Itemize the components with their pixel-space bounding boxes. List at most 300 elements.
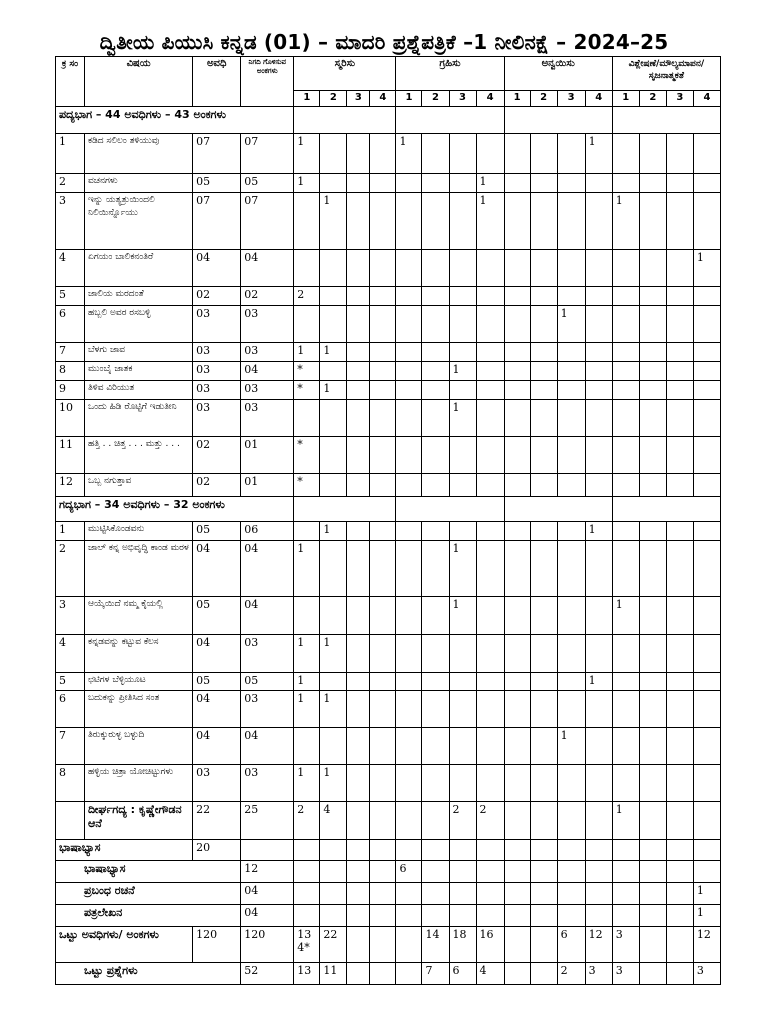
level-cell — [320, 287, 347, 306]
level-cell — [370, 861, 396, 883]
level-cell — [422, 381, 449, 400]
level-cell — [504, 287, 530, 306]
level-cell — [476, 883, 504, 905]
table-row — [56, 691, 721, 728]
level-cell — [693, 861, 720, 883]
level-cell — [320, 400, 347, 437]
level-cell — [422, 802, 449, 840]
level-cell — [370, 728, 396, 765]
level-cell: 1 — [294, 635, 320, 673]
level-cell — [476, 522, 504, 541]
level-cell — [396, 474, 422, 497]
level-cell — [347, 635, 370, 673]
level-cell — [294, 400, 320, 437]
table-row — [56, 597, 721, 635]
table-row — [56, 306, 721, 343]
lesson-periods: 05 — [193, 597, 241, 635]
lesson-marks: 03 — [241, 381, 294, 400]
level-cell — [320, 905, 347, 927]
lesson-name: ಜಾಲ್ ಕನ್ನ ಅಭಿವೃದ್ಧಿ ಕಾಂಡ ಮರಳ — [85, 541, 193, 597]
level-cell — [530, 541, 557, 597]
lesson-name: ಕಡಿದ ಸಲಿಲಂ ತಳಿಯುವು — [85, 134, 193, 174]
table-row — [56, 174, 721, 193]
lesson-marks: 05 — [241, 174, 294, 193]
level-cell — [585, 861, 612, 883]
level-cell — [396, 541, 422, 597]
level-cell — [449, 474, 476, 497]
level-cell — [370, 840, 396, 861]
level-cell — [449, 861, 476, 883]
level-cell — [476, 250, 504, 287]
header-periods: ಅವಧಿ — [193, 57, 241, 107]
lesson-number: 6 — [56, 306, 85, 343]
level-cell — [557, 541, 585, 597]
level-cell: 1 — [320, 691, 347, 728]
lesson-number: 5 — [56, 673, 85, 691]
total-marks: 120 — [241, 927, 294, 963]
level-cell — [370, 437, 396, 474]
level-cell: 2 — [476, 802, 504, 840]
section-empty-cell — [612, 497, 720, 522]
level-cell — [585, 306, 612, 343]
level-cell: 1 — [612, 597, 639, 635]
level-cell — [449, 691, 476, 728]
grammar-periods: 20 — [193, 840, 241, 861]
level-cell — [585, 883, 612, 905]
level-cell: 3 — [612, 927, 639, 963]
level-cell — [347, 728, 370, 765]
lesson-number: 1 — [56, 134, 85, 174]
header-level: 2 — [639, 91, 666, 107]
level-cell — [422, 673, 449, 691]
level-cell: 1 — [294, 673, 320, 691]
level-cell — [666, 541, 693, 597]
level-cell — [530, 134, 557, 174]
table-row — [56, 635, 721, 673]
section-empty-cell — [504, 107, 612, 134]
page-title: ದ್ವಿತೀಯ ಪಿಯುಸಿ ಕನ್ನಡ (01) – ಮಾದರಿ ಪ್ರಶ್ನೆಪತ್ರಿಕೆ –1 ನೀಲಿನಕ್ಷೆ – 2024–25 — [99, 30, 669, 54]
level-cell — [693, 343, 720, 362]
level-cell — [666, 635, 693, 673]
level-cell — [476, 287, 504, 306]
lesson-periods: 04 — [193, 635, 241, 673]
level-cell — [639, 905, 666, 927]
lesson-number: 10 — [56, 400, 85, 437]
level-cell — [422, 287, 449, 306]
level-cell — [639, 522, 666, 541]
section-empty-cell — [294, 107, 396, 134]
lesson-marks: 03 — [241, 400, 294, 437]
level-cell — [320, 840, 347, 861]
level-cell — [557, 193, 585, 250]
level-cell — [422, 541, 449, 597]
level-cell — [504, 134, 530, 174]
level-cell — [422, 474, 449, 497]
level-cell — [396, 765, 422, 802]
lesson-marks: 04 — [241, 250, 294, 287]
level-cell — [504, 474, 530, 497]
level-cell — [612, 673, 639, 691]
level-cell — [585, 287, 612, 306]
level-cell — [639, 673, 666, 691]
lesson-name: ಒಬ್ಬ ನಗುತ್ತಾವ — [85, 474, 193, 497]
level-cell — [294, 840, 320, 861]
level-cell — [557, 174, 585, 193]
level-cell — [347, 287, 370, 306]
level-cell — [370, 522, 396, 541]
level-cell — [422, 861, 449, 883]
level-cell — [504, 861, 530, 883]
header-level: 4 — [476, 91, 504, 107]
section-empty-cell — [396, 107, 504, 134]
level-cell — [504, 635, 530, 673]
level-cell — [504, 541, 530, 597]
level-cell — [476, 840, 504, 861]
level-cell — [396, 250, 422, 287]
header-level: 3 — [666, 91, 693, 107]
level-cell: 6 — [396, 861, 422, 883]
level-cell — [530, 474, 557, 497]
level-cell — [347, 927, 370, 963]
level-cell — [666, 597, 693, 635]
level-cell — [320, 861, 347, 883]
level-cell — [639, 381, 666, 400]
level-cell — [320, 541, 347, 597]
level-cell — [347, 174, 370, 193]
lesson-name: ಮುಟ್ಟಿಸಿಕೊಂಡವನು — [85, 522, 193, 541]
header-level: 4 — [585, 91, 612, 107]
level-cell — [585, 381, 612, 400]
level-cell — [557, 883, 585, 905]
level-cell — [294, 861, 320, 883]
level-cell — [370, 765, 396, 802]
section-empty-cell — [294, 497, 396, 522]
lesson-marks: 03 — [241, 306, 294, 343]
level-cell — [639, 250, 666, 287]
level-cell — [294, 905, 320, 927]
level-cell: 1 — [449, 541, 476, 597]
level-cell — [422, 905, 449, 927]
level-cell — [422, 691, 449, 728]
grammar-marks: 04 — [241, 883, 294, 905]
header-level: 4 — [693, 91, 720, 107]
level-cell — [294, 883, 320, 905]
table-row — [56, 522, 721, 541]
level-cell — [530, 673, 557, 691]
level-cell — [504, 673, 530, 691]
level-cell — [294, 597, 320, 635]
lesson-marks: 04 — [241, 728, 294, 765]
level-cell — [612, 840, 639, 861]
lesson-marks: 04 — [241, 597, 294, 635]
level-cell — [347, 541, 370, 597]
level-cell: 1 — [449, 597, 476, 635]
level-cell — [294, 522, 320, 541]
level-cell: 12 — [693, 927, 720, 963]
lesson-number: 3 — [56, 597, 85, 635]
level-cell — [504, 963, 530, 985]
level-cell: 1 — [320, 522, 347, 541]
level-cell — [693, 597, 720, 635]
level-cell — [294, 728, 320, 765]
level-cell: 1 — [612, 802, 639, 840]
level-cell — [612, 883, 639, 905]
lesson-periods: 04 — [193, 541, 241, 597]
level-cell — [639, 883, 666, 905]
lesson-name: ಮುಂಬೈ ಜಾತಕ — [85, 362, 193, 381]
level-cell — [422, 437, 449, 474]
level-cell — [557, 691, 585, 728]
level-cell — [585, 765, 612, 802]
level-cell — [639, 134, 666, 174]
level-cell — [666, 905, 693, 927]
table-row — [56, 134, 721, 174]
level-cell — [396, 400, 422, 437]
level-cell — [422, 728, 449, 765]
lesson-periods: 03 — [193, 343, 241, 362]
level-cell — [639, 802, 666, 840]
level-cell: 12 — [585, 927, 612, 963]
level-cell — [666, 362, 693, 381]
level-cell — [370, 174, 396, 193]
lesson-number: 7 — [56, 343, 85, 362]
level-cell — [504, 765, 530, 802]
level-cell — [396, 635, 422, 673]
level-cell — [639, 193, 666, 250]
table-row — [56, 541, 721, 597]
section-heading: ಗದ್ಯಭಾಗ – 34 ಅವಧಿಗಳು – 32 ಅಂಕಗಳು — [56, 497, 294, 522]
lesson-periods: 07 — [193, 193, 241, 250]
lesson-periods: 03 — [193, 381, 241, 400]
level-cell — [396, 522, 422, 541]
header-level: 1 — [612, 91, 639, 107]
level-cell — [449, 174, 476, 193]
level-cell — [530, 905, 557, 927]
level-cell — [612, 765, 639, 802]
level-cell — [585, 174, 612, 193]
level-cell: 1 — [693, 883, 720, 905]
level-cell — [347, 522, 370, 541]
level-cell — [370, 134, 396, 174]
level-cell — [504, 522, 530, 541]
lesson-marks: 03 — [241, 343, 294, 362]
header-subject: ವಿಷಯ — [85, 57, 193, 107]
level-cell — [476, 134, 504, 174]
lesson-name: ಹಬ್ಬಲಿ ಅವರ ರಸಬಳ್ಳಿ — [85, 306, 193, 343]
level-cell — [449, 381, 476, 400]
lesson-periods: 05 — [193, 174, 241, 193]
level-cell — [557, 381, 585, 400]
level-cell — [612, 728, 639, 765]
level-cell — [557, 400, 585, 437]
level-cell — [396, 597, 422, 635]
header-level: 1 — [396, 91, 422, 107]
total-periods: 120 — [193, 927, 241, 963]
level-cell — [504, 362, 530, 381]
level-cell: 13 — [294, 963, 320, 985]
level-cell: 2 — [294, 287, 320, 306]
lesson-name: ಹಳ್ಳಿಯ ಚಿತ್ರಾ ಯೋಚಿಟ್ಟುಗಳು — [85, 765, 193, 802]
level-cell — [612, 541, 639, 597]
section-empty-cell — [396, 497, 504, 522]
level-cell — [530, 728, 557, 765]
long-prose-marks: 25 — [241, 802, 294, 840]
level-cell — [476, 306, 504, 343]
level-cell: 3 — [585, 963, 612, 985]
level-cell — [370, 362, 396, 381]
level-cell — [422, 306, 449, 343]
level-cell — [530, 802, 557, 840]
level-cell — [666, 174, 693, 193]
level-cell — [370, 400, 396, 437]
header-level: 3 — [347, 91, 370, 107]
level-cell — [476, 362, 504, 381]
lesson-number: 8 — [56, 362, 85, 381]
level-cell — [557, 673, 585, 691]
lesson-name: ಒಂದು ಹಿಡಿ ರೊಟ್ಟಿಗೆ ಇಡುತೀನಿ — [85, 400, 193, 437]
level-cell — [294, 250, 320, 287]
level-cell — [585, 437, 612, 474]
level-cell — [449, 134, 476, 174]
level-cell — [396, 728, 422, 765]
total-questions-label: ಒಟ್ಟು ಪ್ರಶ್ನೆಗಳು — [56, 963, 241, 985]
level-cell: 14 — [422, 927, 449, 963]
level-cell — [320, 250, 347, 287]
lesson-periods: 03 — [193, 306, 241, 343]
lesson-periods: 07 — [193, 134, 241, 174]
level-cell — [639, 541, 666, 597]
level-cell — [320, 362, 347, 381]
lesson-marks: 01 — [241, 437, 294, 474]
level-cell — [422, 134, 449, 174]
level-cell — [639, 861, 666, 883]
level-cell — [585, 541, 612, 597]
level-cell — [396, 883, 422, 905]
lesson-periods: 05 — [193, 522, 241, 541]
lesson-number: 6 — [56, 691, 85, 728]
level-cell — [504, 927, 530, 963]
level-cell: 1 — [294, 174, 320, 193]
header-sl-no: ಕ್ರ ಸಂ — [56, 57, 85, 107]
level-cell — [476, 673, 504, 691]
level-cell — [476, 765, 504, 802]
lesson-periods: 03 — [193, 362, 241, 381]
level-cell — [504, 691, 530, 728]
level-cell: 7 — [422, 963, 449, 985]
level-cell — [320, 597, 347, 635]
table-row — [56, 362, 721, 381]
level-cell — [449, 673, 476, 691]
level-cell: 1 — [294, 691, 320, 728]
level-cell — [666, 691, 693, 728]
level-cell — [585, 343, 612, 362]
level-cell — [585, 193, 612, 250]
lesson-name: ವಚನಗಳು — [85, 174, 193, 193]
level-cell — [320, 437, 347, 474]
level-cell — [666, 840, 693, 861]
level-cell — [449, 728, 476, 765]
grammar-marks: 04 — [241, 905, 294, 927]
header-understand: ಗ್ರಹಿಸು — [396, 57, 504, 91]
level-cell — [370, 306, 396, 343]
header-level: 2 — [530, 91, 557, 107]
lesson-periods: 02 — [193, 474, 241, 497]
table-row — [56, 474, 721, 497]
lesson-marks: 07 — [241, 193, 294, 250]
level-cell: 1 — [449, 362, 476, 381]
level-cell — [693, 400, 720, 437]
level-cell — [530, 765, 557, 802]
level-cell — [612, 362, 639, 381]
level-cell — [557, 362, 585, 381]
level-cell: * — [294, 362, 320, 381]
level-cell — [504, 306, 530, 343]
level-cell — [320, 474, 347, 497]
lesson-number: 4 — [56, 635, 85, 673]
lesson-name: ಬೆಳಗು ಜಾವ — [85, 343, 193, 362]
level-cell — [370, 287, 396, 306]
level-cell — [530, 193, 557, 250]
level-cell — [370, 193, 396, 250]
level-cell — [449, 306, 476, 343]
level-cell: 2 — [449, 802, 476, 840]
total-questions: 52 — [241, 963, 294, 985]
level-cell — [639, 362, 666, 381]
level-cell — [639, 343, 666, 362]
grammar-item: ಭಾಷಾಭ್ಯಾಸ — [56, 861, 241, 883]
level-cell — [557, 522, 585, 541]
level-cell — [396, 963, 422, 985]
level-cell — [504, 343, 530, 362]
level-cell — [612, 635, 639, 673]
level-cell — [449, 250, 476, 287]
level-cell — [639, 474, 666, 497]
level-cell: 1 — [476, 174, 504, 193]
level-cell — [666, 193, 693, 250]
level-cell — [370, 905, 396, 927]
level-cell: 1 — [294, 541, 320, 597]
level-cell — [666, 287, 693, 306]
level-cell — [530, 250, 557, 287]
lesson-marks: 04 — [241, 362, 294, 381]
level-cell — [396, 802, 422, 840]
level-cell: 1 — [294, 343, 320, 362]
table-row — [56, 250, 721, 287]
level-cell — [347, 362, 370, 381]
level-cell — [639, 635, 666, 673]
level-cell — [476, 905, 504, 927]
header-level: 3 — [557, 91, 585, 107]
level-cell: 1 — [585, 522, 612, 541]
level-cell — [476, 381, 504, 400]
header-apply: ಅನ್ವಯಿಸು — [504, 57, 612, 91]
level-cell — [396, 343, 422, 362]
level-cell — [666, 765, 693, 802]
level-cell: 18 — [449, 927, 476, 963]
grammar-heading: ಭಾಷಾಭ್ಯಾಸ — [56, 840, 193, 861]
lesson-number: 2 — [56, 541, 85, 597]
total-label: ಒಟ್ಟು ಅವಧಿಗಳು/ ಅಂಕಗಳು — [56, 927, 193, 963]
level-cell — [666, 437, 693, 474]
lesson-number: 8 — [56, 765, 85, 802]
level-cell — [422, 840, 449, 861]
level-cell — [585, 597, 612, 635]
level-cell: 13 4* — [294, 927, 320, 963]
lesson-periods: 04 — [193, 728, 241, 765]
level-cell — [320, 134, 347, 174]
lesson-marks: 03 — [241, 691, 294, 728]
level-cell — [530, 362, 557, 381]
